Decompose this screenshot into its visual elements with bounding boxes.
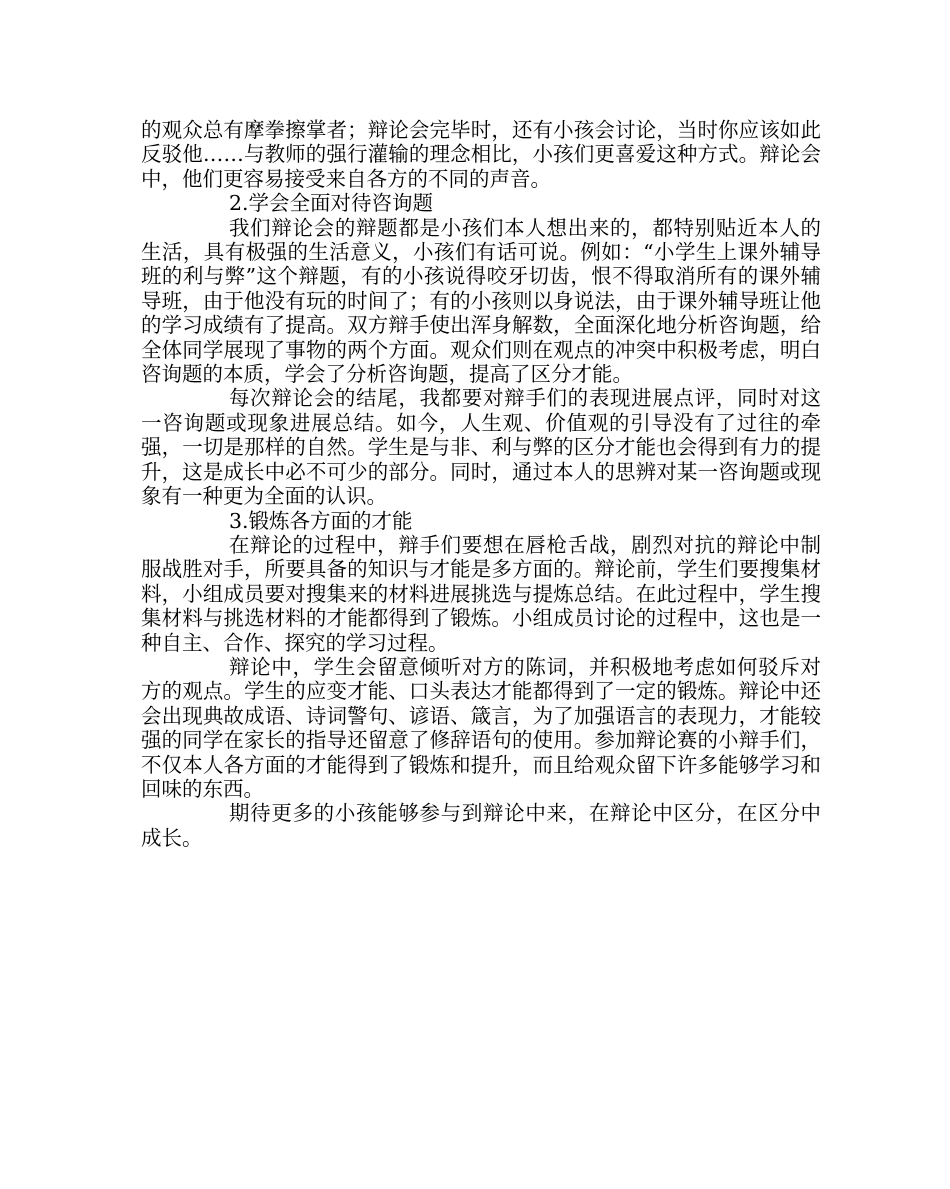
paragraph-debate-skills: 辩论中，学生会留意倾听对方的陈词，并积极地考虑如何驳斥对方的观点。学生的应变才能、口头表达才能都得到了一定的锻炼。辩论中还会出现典故成语、诗词警句、谚语、箴言，为了加强语言的表现力，才能较强的同学在家长的指导还留意了修辞语句的使用。参加辩论赛的小辩手们，不仅本人各方面的才能得到了锻炼和提升，而且给观众留下许多能够学习和回味的东西。	[141, 654, 821, 801]
paragraph-debate-topics: 我们辩论会的辩题都是小孩们本人想出来的，都特别贴近本人的生活，具有极强的生活意义，小孩们有话可说。例如：“小学生上课外辅导班的利与弊”这个辩题，有的小孩说得咬牙切齿，恨不得取消所有的课外辅导班，由于他没有玩的时间了；有的小孩则以身说法，由于课外辅导班让他的学习成绩有了提高。双方辩手使出浑身解数，全面深化地分析咨询题，给全体同学展现了事物的两个方面。观众们则在观点的冲突中积极考虑，明白咨询题的本质，学会了分析咨询题，提高了区分才能。	[141, 215, 821, 387]
section-heading-2: 2.学会全面对待咨询题	[229, 191, 434, 216]
paragraph-closing: 期待更多的小孩能够参与到辩论中来，在辩论中区分，在区分中成长。	[141, 801, 821, 850]
document-body	[141, 118, 821, 850]
paragraph-intro-continuation: 的观众总有摩拳擦掌者；辩论会完毕时，还有小孩会讨论，当时你应该如此反驳他……与教师的强行灌输的理念相比，小孩们更喜爱这种方式。辩论会中，他们更容易接受来自各方的不同的声音。	[141, 118, 821, 191]
paragraph-debate-summary: 每次辩论会的结尾，我都要对辩手们的表现进展点评，同时对这一咨询题或现象进展总结。如今，人生观、价值观的引导没有了过往的牵强，一切是那样的自然。学生是与非、利与弊的区分才能也会得到有力的提升，这是成长中必不可少的部分。同时，通过本人的思辨对某一咨询题或现象有一种更为全面的认识。	[141, 386, 821, 509]
paragraph-debate-preparation: 在辩论的过程中，辩手们要想在唇枪舌战，剧烈对抗的辩论中制服战胜对手，所要具备的知识与才能是多方面的。辩论前，学生们要搜集材料，小组成员要对搜集来的材料进展挑选与提炼总结。在此过程中，学生搜集材料与挑选材料的才能都得到了锻炼。小组成员讨论的过程中，这也是一种自主、合作、探究的学习过程。	[141, 532, 821, 655]
section-heading-3: 3.锻炼各方面的才能	[229, 508, 413, 533]
